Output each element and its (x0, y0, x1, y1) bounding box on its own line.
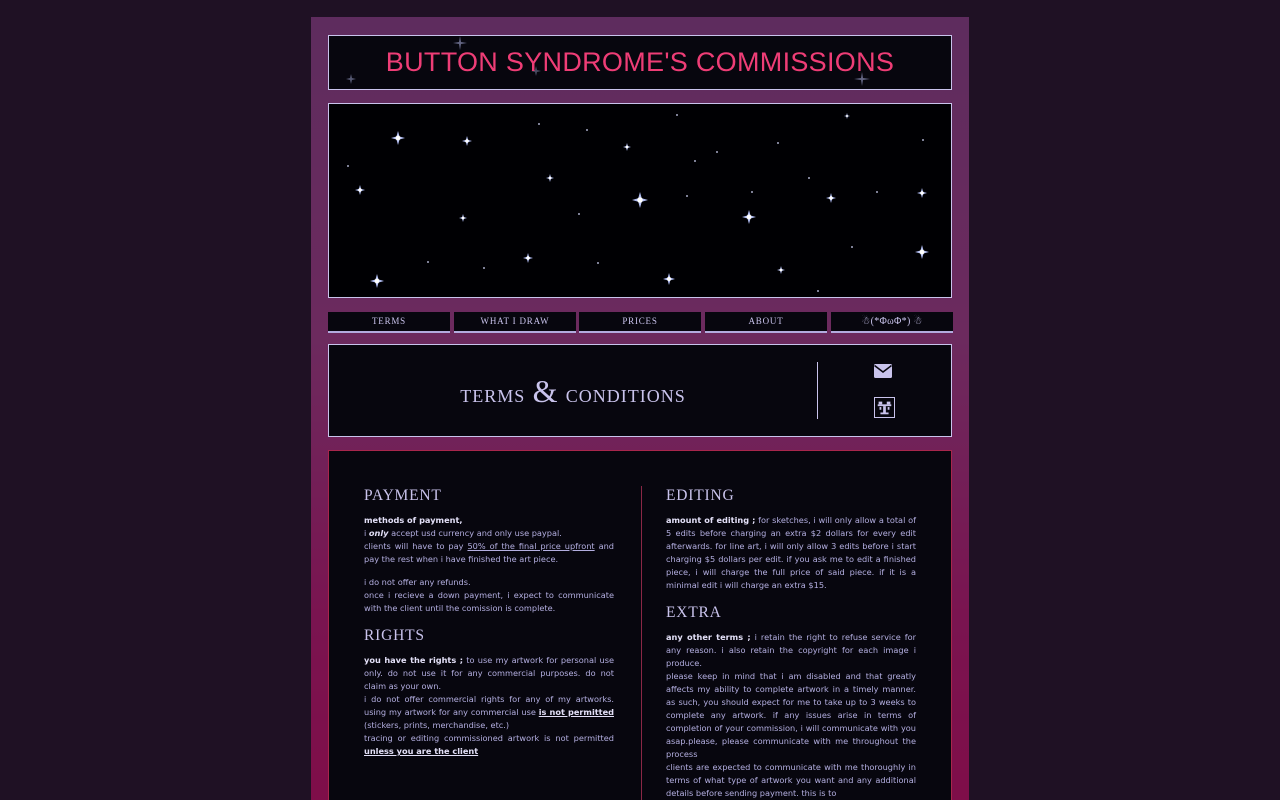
payment-line1-post: accept usd currency and only use paypal. (388, 528, 562, 538)
extra-text-1 (666, 631, 916, 670)
tab-kaomoji[interactable]: ☃(*ΦωΦ*) ☃ (831, 312, 953, 333)
title-terms: terms (460, 381, 526, 408)
payment-heading: PAYMENT (364, 487, 442, 504)
left-column (364, 487, 614, 758)
column-divider (641, 486, 642, 800)
rights-text-1 (364, 654, 614, 693)
tab-about[interactable]: ABOUT (705, 312, 827, 333)
rights-text2-pre: i do not offer commercial rights for any of my artworks. using my artwork for any commercial use (364, 694, 614, 717)
editing-heading: EDITING (666, 487, 735, 504)
rights-heading: RIGHTS (364, 627, 425, 644)
extra-text-2: please keep in mind that i am disabled and that greatly affects my ability to complete artwork in a timely manner. as such, you should expect for me to take up to 3 weeks to complete any artwork. if any issues arise in terms of completion of your commission, i will communicate with you asap.please, please communicate with me throughout the process (666, 671, 916, 759)
extra-text-3: clients are expected to communicate with me thoroughly in terms of what type of artwork you want and any additional details before sending payment. this is to (666, 762, 916, 798)
title-ampersand: & (532, 373, 559, 409)
payment-upfront-text (364, 540, 614, 566)
payment-line2-post: and pay the rest when i have finished the art piece. (364, 541, 615, 564)
payment-line2-pre: clients will have to pay (364, 541, 468, 551)
editing-text (666, 514, 916, 592)
site-title: BUTTON SYNDROME'S COMMISSIONS (385, 47, 895, 77)
payment-upfront-link: 50% of the final price upfront (467, 541, 595, 551)
starfield-image (329, 104, 952, 298)
page-title (329, 373, 817, 410)
tab-terms[interactable]: TERMS (328, 312, 450, 333)
page-container (311, 17, 969, 800)
game-sprite-icon[interactable] (874, 397, 895, 418)
unless-client-emphasis: unless you are the client (364, 746, 479, 756)
rights-text3: tracing or editing commissioned artwork is not permitted (364, 733, 614, 743)
rights-text-2 (364, 693, 614, 732)
payment-currency-text (364, 527, 614, 540)
spacer (364, 615, 614, 627)
tab-what-i-draw[interactable]: WHAT I DRAW (454, 312, 576, 333)
rights-text2-post: (stickers, prints, merchandise, etc.) (364, 720, 510, 730)
terms-content-panel (328, 450, 952, 800)
starfield-banner (328, 103, 952, 298)
rights-text-3 (364, 732, 614, 758)
nav-bar (328, 312, 952, 333)
terms-header (328, 344, 952, 437)
rights-text1: to use my artwork for personal use only. do not use it for any commercial purposes. do not claim as your own. (364, 655, 615, 691)
extra-body-1: i retain the right to refuse service for any reason. i also retain the copyright for each image i produce. (666, 632, 916, 668)
right-column (666, 487, 916, 800)
editing-body: for sketches, i will only allow a total of 5 edits before charging an extra $2 dollars for every edit afterwards. for line art, i will only allow 3 edits before i start charging $5 dollars per edit. if you ask me to edit a finished piece, i will charge the full price of said piece. if it is a minimal edit i will charge an extra $15. (666, 515, 916, 590)
extra-heading: EXTRA (666, 604, 722, 621)
not-permitted-emphasis: is not permitted (538, 707, 614, 717)
rights-label: you have the rights ; (364, 655, 464, 665)
title-conditions: conditions (565, 381, 686, 408)
tab-prices[interactable]: PRICES (579, 312, 701, 333)
extra-label: any other terms ; (666, 632, 751, 642)
payment-methods-label: methods of payment, (364, 515, 463, 525)
down-payment-text: once i recieve a down payment, i expect to communicate with the client until the comission is complete. (364, 590, 614, 613)
spacer (364, 566, 614, 576)
site-title-box (328, 35, 952, 90)
refunds-text: i do not offer any refunds. (364, 577, 471, 587)
envelope-icon[interactable] (874, 364, 892, 378)
header-divider (817, 362, 818, 419)
payment-only-emphasis: only (368, 528, 389, 538)
payment-line1-pre: i (364, 528, 369, 538)
editing-label: amount of editing ; (666, 515, 756, 525)
spacer (666, 592, 916, 604)
